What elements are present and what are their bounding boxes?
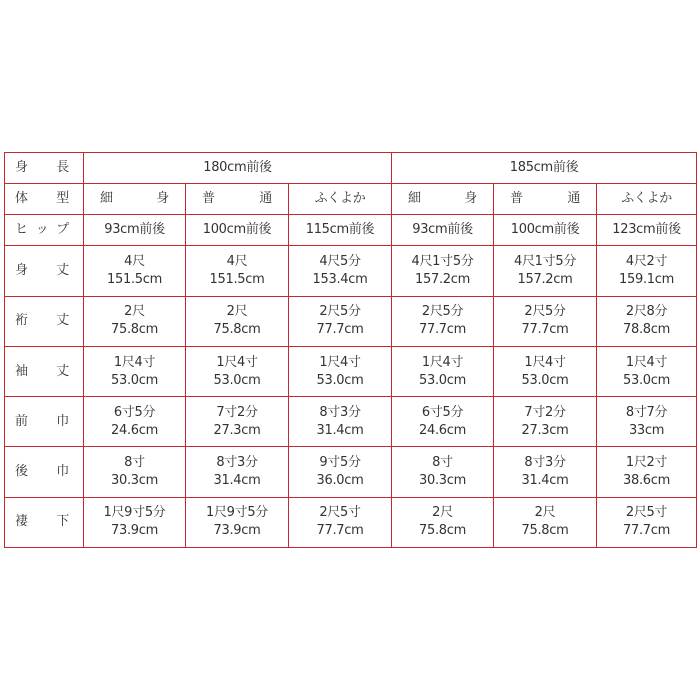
back-width-cell: 8寸3分 31.4cm — [186, 447, 289, 497]
back-width-cell: 8寸 30.3cm — [392, 447, 494, 497]
table-row-back-width — [5, 447, 697, 497]
table-row-hip — [5, 215, 697, 246]
hip-cell: 93cm前後 — [84, 215, 186, 246]
sleeve-length-cell: 1尺4寸 53.0cm — [84, 346, 186, 396]
body-type-regular: 普 通 — [494, 184, 597, 215]
table-row-sleeve-length — [5, 346, 697, 396]
sleeve-length-cell: 1尺4寸 53.0cm — [392, 346, 494, 396]
hip-cell: 115cm前後 — [289, 215, 392, 246]
table-row-length — [5, 246, 697, 296]
sleeve-reach-cell: 2尺 75.8cm — [84, 296, 186, 346]
hem-cell: 1尺9寸5分 73.9cm — [84, 497, 186, 547]
row-label-height: 身 長 — [5, 153, 84, 184]
row-label-sleeve-length: 袖 丈 — [5, 346, 84, 396]
sleeve-reach-cell: 2尺5分 77.7cm — [494, 296, 597, 346]
row-label-sleeve-reach: 裄 丈 — [5, 296, 84, 346]
hem-cell: 2尺 75.8cm — [494, 497, 597, 547]
front-width-cell: 8寸3分 31.4cm — [289, 397, 392, 447]
sleeve-length-cell: 1尺4寸 53.0cm — [186, 346, 289, 396]
sleeve-reach-cell: 2尺8分 78.8cm — [597, 296, 697, 346]
sleeve-reach-cell: 2尺5分 77.7cm — [289, 296, 392, 346]
row-label-length: 身 丈 — [5, 246, 84, 296]
table-row-hem — [5, 497, 697, 547]
sleeve-length-cell: 1尺4寸 53.0cm — [597, 346, 697, 396]
front-width-cell: 7寸2分 27.3cm — [494, 397, 597, 447]
length-cell: 4尺1寸5分 157.2cm — [392, 246, 494, 296]
size-chart-table — [4, 152, 697, 548]
hem-cell: 2尺5寸 77.7cm — [597, 497, 697, 547]
body-type-stout: ふくよか — [289, 184, 392, 215]
hem-cell: 2尺5寸 77.7cm — [289, 497, 392, 547]
hip-cell: 93cm前後 — [392, 215, 494, 246]
back-width-cell: 9寸5分 36.0cm — [289, 447, 392, 497]
row-label-hip: ヒ ッ プ — [5, 215, 84, 246]
row-label-hem: 褄 下 — [5, 497, 84, 547]
hip-cell: 123cm前後 — [597, 215, 697, 246]
body-type-slim: 細 身 — [392, 184, 494, 215]
length-cell: 4尺2寸 159.1cm — [597, 246, 697, 296]
body-type-regular: 普 通 — [186, 184, 289, 215]
back-width-cell: 8寸 30.3cm — [84, 447, 186, 497]
height-180: 180cm前後 — [84, 153, 392, 184]
back-width-cell: 8寸3分 31.4cm — [494, 447, 597, 497]
hip-cell: 100cm前後 — [186, 215, 289, 246]
height-185: 185cm前後 — [392, 153, 697, 184]
sleeve-reach-cell: 2尺5分 77.7cm — [392, 296, 494, 346]
body-type-slim: 細 身 — [84, 184, 186, 215]
length-cell: 4尺 151.5cm — [84, 246, 186, 296]
hip-cell: 100cm前後 — [494, 215, 597, 246]
length-cell: 4尺1寸5分 157.2cm — [494, 246, 597, 296]
table-row-sleeve-reach — [5, 296, 697, 346]
row-label-body-type: 体 型 — [5, 184, 84, 215]
row-label-back-width: 後 巾 — [5, 447, 84, 497]
hem-cell: 2尺 75.8cm — [392, 497, 494, 547]
sleeve-length-cell: 1尺4寸 53.0cm — [289, 346, 392, 396]
table-row-body-type — [5, 184, 697, 215]
back-width-cell: 1尺2寸 38.6cm — [597, 447, 697, 497]
table-row-front-width — [5, 397, 697, 447]
body-type-stout: ふくよか — [597, 184, 697, 215]
front-width-cell: 7寸2分 27.3cm — [186, 397, 289, 447]
table-row-height — [5, 153, 697, 184]
sleeve-length-cell: 1尺4寸 53.0cm — [494, 346, 597, 396]
front-width-cell: 6寸5分 24.6cm — [392, 397, 494, 447]
row-label-front-width: 前 巾 — [5, 397, 84, 447]
front-width-cell: 6寸5分 24.6cm — [84, 397, 186, 447]
length-cell: 4尺5分 153.4cm — [289, 246, 392, 296]
front-width-cell: 8寸7分 33cm — [597, 397, 697, 447]
sleeve-reach-cell: 2尺 75.8cm — [186, 296, 289, 346]
length-cell: 4尺 151.5cm — [186, 246, 289, 296]
hem-cell: 1尺9寸5分 73.9cm — [186, 497, 289, 547]
